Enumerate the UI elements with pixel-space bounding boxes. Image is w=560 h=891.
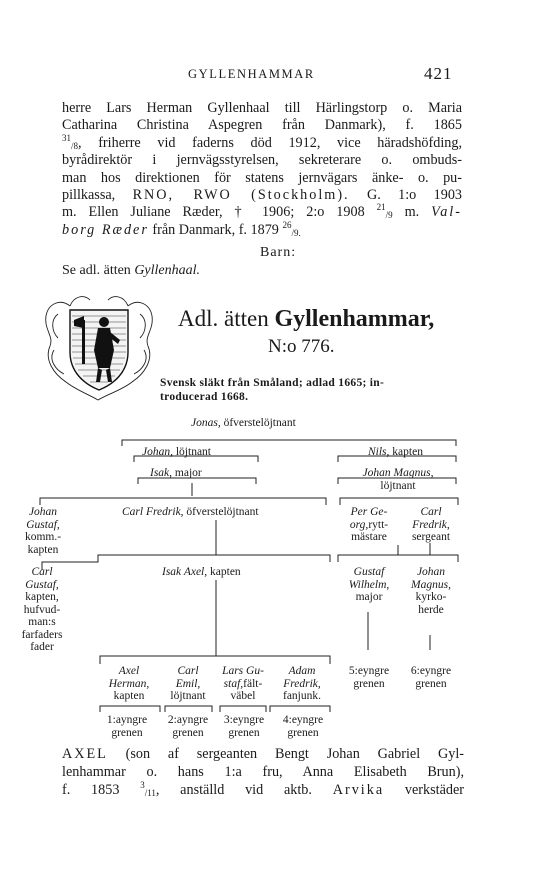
- tree-node-branch-1: 1:ayngre grenen: [106, 714, 148, 739]
- tree-node-carl-emil: Carl Emil, löjtnant: [170, 665, 206, 702]
- tree-node-carl-fredrik: Carl Fredrik, öfverstelöjtnant: [122, 506, 259, 518]
- children-heading: Barn:: [260, 245, 297, 260]
- tree-node-isak: Isak, major: [150, 467, 202, 479]
- tree-node-johan: Johan, löjtnant: [142, 446, 211, 458]
- children-reference: Se adl. ätten Gyllenhaal.: [62, 263, 201, 278]
- intro-line: Catharina Christina Aspegren från Danmark), f. 1865: [62, 117, 462, 134]
- entry-line: AXEL (son af sergeanten Bengt Johan Gabriel Gyl-: [62, 746, 464, 762]
- tree-node-nils: Nils, kapten: [368, 446, 423, 458]
- tree-node-branch-3: 3:eyngre grenen: [223, 714, 265, 739]
- entry-line: f. 1853 $^3_{/11}$, anställd vid aktb. Arvika verkstäder: [62, 779, 464, 798]
- intro-line: man hos direktionen för statens jernvägars änke- o. pu-: [62, 169, 462, 186]
- intro-line: byrådirektör i jernvägsstyrelsen, sekreterare o. ombuds-: [62, 152, 462, 169]
- tree-node-isak-axel: Isak Axel, kapten: [162, 566, 241, 578]
- intro-line: herre Lars Herman Gyllenhaal till Härlingstorp o. Maria: [62, 100, 462, 116]
- entry-line: lenhammar o. hans 1:a fru, Anna Elisabeth Brun),: [62, 763, 464, 780]
- family-description: Svensk släkt från Småland; adlad 1665; in- troducerad 1668.: [160, 377, 385, 403]
- family-title: Adl. ätten Gyllenhammar,: [178, 306, 435, 332]
- tree-node-axel-herman: Axel Herman, kapten: [108, 665, 150, 702]
- tree-node-johan-magnus-kyrkoherde: Johan Magnus, kyrko- herde: [411, 566, 451, 616]
- page-number: 421: [424, 64, 453, 83]
- axel-entry-paragraph: [62, 746, 464, 799]
- tree-node-branch-2: 2:ayngre grenen: [167, 714, 209, 739]
- tree-node-gustaf-wilhelm: Gustaf Wilhelm, major: [348, 566, 390, 603]
- tree-node-adam-fredrik: Adam Fredrik, fanjunk.: [282, 665, 321, 702]
- family-number: N:o 776.: [268, 336, 335, 357]
- tree-node-jonas: Jonas, öfverstelöjtnant: [191, 417, 296, 429]
- tree-node-carl-gustaf: Carl Gustaf, kapten, hufvud- man:s farfaders fader: [21, 566, 63, 653]
- intro-line: pillkassa, RNO, RWO (Stockholm). G. 1:o 1903: [62, 187, 463, 204]
- tree-node-johan-gustaf: Johan Gustaf, komm.- kapten: [24, 506, 62, 556]
- tree-node-johan-magnus: Johan Magnus, löjtnant: [362, 467, 434, 492]
- intro-line: $^{31}_{/8}$, friherre vid faderns död 1912, vice häradshöfding,: [62, 132, 462, 151]
- tree-node-branch-6: 6:eyngre grenen: [410, 665, 452, 690]
- intro-line: borg Ræder från Danmark, f. 1879 $^{26}_{/9.}$: [62, 219, 301, 238]
- intro-line: m. Ellen Juliane Ræder, † 1906; 2:o 1908 $^{21}_{/9}$ m. Val-: [62, 202, 462, 221]
- running-title: GYLLENHAMMAR: [188, 67, 315, 81]
- tree-node-lars-gustaf: Lars Gu- staf,fält- väbel: [222, 665, 264, 702]
- tree-node-branch-5: 5:eyngre grenen: [348, 665, 390, 690]
- tree-node-carl-fredrik-sergeant: Carl Fredrik, sergeant: [411, 506, 451, 543]
- tree-node-per-georg: Per Ge- org,rytt- mästare: [349, 506, 389, 543]
- tree-node-branch-4: 4:eyngre grenen: [282, 714, 324, 739]
